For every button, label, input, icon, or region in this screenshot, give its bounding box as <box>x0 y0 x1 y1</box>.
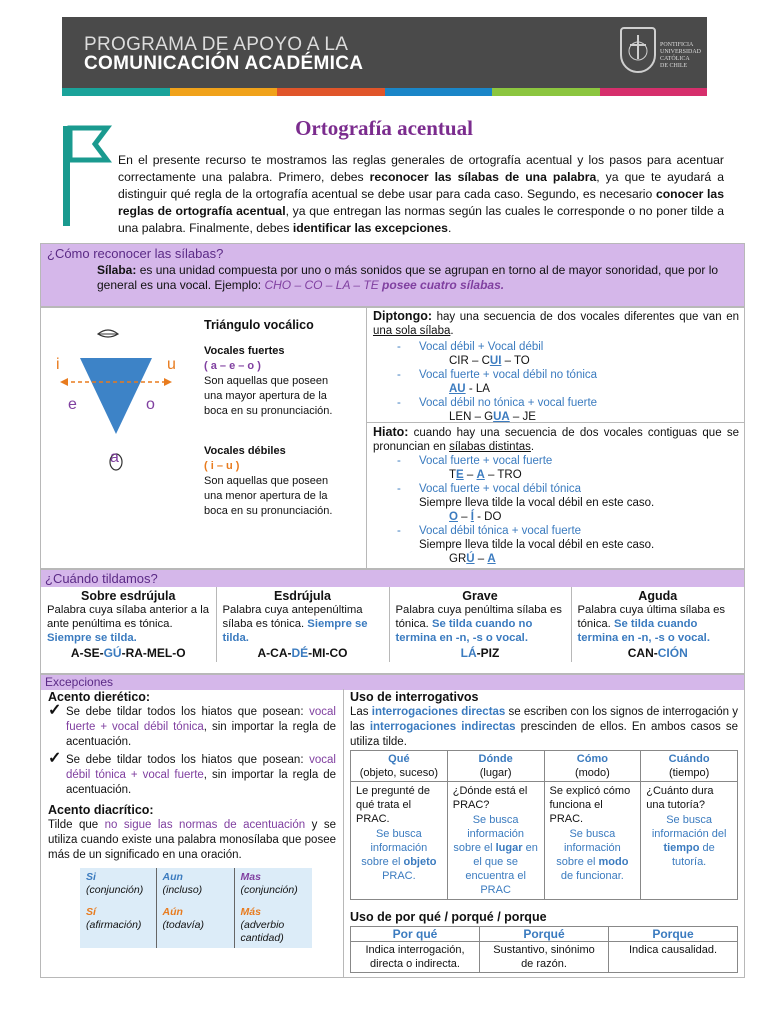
university-name: PONTIFICIA UNIVERSIDAD CATÓLICA DE CHILE <box>660 42 701 69</box>
vowel-u: u <box>167 356 176 373</box>
sobre-esdrujula-col: Sobre esdrújula Palabra cuya sílaba anterior a la ante penúltima es tónica. Siempre se tilda. A-SE-GÚ-RA-MEL-O <box>41 587 216 662</box>
esdrujula-col: Esdrújula Palabra cuya antepenúltima sílaba es tónica. Siempre se tilda. A-CA-DÉ-MI-CO <box>216 587 389 662</box>
porque-table: Por qué Porqué Porque Indica interrogación, directa o indirecta. Sustantivo, sinónimo de razón. Indica causalidad. <box>350 926 738 973</box>
vowel-o: o <box>146 396 155 413</box>
aguda-col: Aguda Palabra cuya última sílaba es tónica. Se tilda cuando termina en -n, -s o vocal. CAN-CIÓN <box>577 589 726 660</box>
check-icon: ✓ <box>48 750 62 767</box>
vowel-i: i <box>56 356 60 373</box>
diacritico-table: Si (conjunción) Aun (incluso) Mas (conjunción) Sí (afirmación) Aún (todavía) Más (adverbio cantidad) <box>80 868 312 948</box>
page-title: Ortografía acentual <box>295 116 473 140</box>
diptongo-block: Diptongo: hay una secuencia de dos vocales diferentes que van en una sola sílaba. - Vocal débil + Vocal débil CIR – CUI – TO - Vocal fuerte + vocal débil no tónica AU - LA - Vocal débil no tónica + vocal fuerte LEN – GUA – JE <box>373 309 739 424</box>
silaba-definition: Sílaba: es una unidad compuesta por uno o más sonidos que se agrupan en torno al de mayor sonoridad, que por lo general es una vocal. Ejemplo: CHO – CO – LA – TE posee cuatro sílabas. <box>97 263 719 292</box>
tildamos-table <box>41 587 744 662</box>
university-seal-icon <box>620 27 656 73</box>
interrogativos-block: Uso de interrogativos Las interrogaciones directas se escriben con los signos de interrogación y las interrogaciones indirectas prescinden de ellos. En ambos casos se utiliza tilde. <box>350 690 739 748</box>
program-line1: PROGRAMA DE APOYO A LA <box>84 34 349 55</box>
vowel-a: a <box>110 449 119 466</box>
color-stripe <box>62 88 707 96</box>
silabas-header: ¿Cómo reconocer las sílabas? <box>47 246 224 261</box>
triangulo-title: Triángulo vocálico <box>204 318 314 332</box>
tildamos-header: ¿Cuándo tildamos? <box>41 570 744 587</box>
vocales-fuertes: Vocales fuertes ( a – e – o ) Son aquellas que poseen una mayor apertura de la boca en su pronunciación. <box>204 345 333 417</box>
program-line2: COMUNICACIÓN ACADÉMICA <box>84 53 364 74</box>
interrogativos-table: Qué (objeto, suceso) Dónde (lugar) Cómo (modo) Cuándo (tiempo) Le pregunté de qué trata el PRAC. Se busca información sobre el objeto PRAC. ¿Dónde está el PRAC? Se busca información sobre el lugar en el que se encuentra el PRAC Se explicó cómo funciona el PRAC. Se busca información sobre el modo de funcionar. ¿Cuánto dura una tutoría? Se busca información del tiempo de tutoría. <box>350 750 738 900</box>
silabas-section <box>40 243 745 307</box>
tildamos-section <box>40 569 745 674</box>
grave-col: Grave Palabra cuya penúltima sílaba es tónica. Se tilda cuando no termina en -n, -s o vocal. LÁ-PIZ <box>389 587 571 662</box>
vowel-e: e <box>68 396 77 413</box>
acento-diacritico: Acento diacrítico: Tilde que no sigue las normas de acentuación y se utiliza cuando existe una palabra monosílaba que posee más de un significado en una oración. <box>48 803 336 861</box>
check-icon: ✓ <box>48 702 62 719</box>
header-banner <box>62 17 707 88</box>
excepciones-header: Excepciones <box>41 675 744 690</box>
porque-title: Uso de por qué / porqué / porque <box>350 910 547 924</box>
hiato-block: Hiato: cuando hay una secuencia de dos vocales contiguas que se pronuncian en sílabas distintas. - Vocal fuerte + vocal fuerte TE – A – TRO - Vocal fuerte + vocal débil tónica Siempre lleva tilde la vocal débil en este caso. O – Í - DO - Vocal débil tónica + vocal fuerte Siempre lleva tilde la vocal débil en este caso. GRÚ – A <box>373 425 739 566</box>
intro-paragraph: En el presente recurso te mostramos las reglas generales de ortografía acentual y los pasos para acentuar correctamente una palabra. Primero, debes reconocer las sílabas de una palabra, ya que te ayudará a distinguir qué regla de la ortografía acentual se debe usar para cada caso. Segundo, es necesario conocer las reglas de ortografía acentual, ya que entregan las normas según las cuales le corresponde o no poner tilde a una palabra. Finalmente, debes identificar las excepciones. <box>118 153 724 235</box>
vocales-debiles: Vocales débiles ( i – u ) Son aquellas que poseen una menor apertura de la boca en su pronunciación. <box>204 445 333 517</box>
acento-dieretico: Acento dierético: ✓ Se debe tildar todos los hiatos que posean: vocal fuerte + vocal débil tónica, sin importar la regla de acentuación. ✓ Se debe tildar todos los hiatos que posean: vocal débil tónica + vocal fuerte, sin importar la regla de acentuación. <box>48 690 336 796</box>
